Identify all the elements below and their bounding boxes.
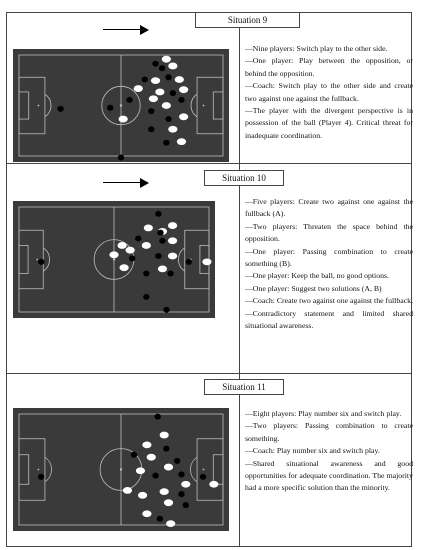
black-player-marker bbox=[157, 230, 163, 236]
situation-title: Situation 11 bbox=[204, 379, 284, 395]
black-player-marker bbox=[38, 474, 44, 480]
white-player-marker bbox=[202, 258, 211, 265]
white-player-marker bbox=[123, 487, 132, 494]
white-player-marker bbox=[142, 442, 151, 449]
white-player-marker bbox=[120, 264, 129, 271]
note: —Shared situational awareness and good opportunities for adequate coordination. The majority had a more specific solution than the minority. bbox=[245, 458, 413, 493]
situation-title: Situation 9 bbox=[195, 12, 300, 28]
white-player-marker bbox=[164, 499, 173, 506]
black-player-marker bbox=[167, 271, 173, 277]
white-player-marker bbox=[134, 85, 143, 92]
penalty-spot bbox=[203, 105, 205, 107]
white-player-marker bbox=[168, 237, 177, 244]
black-player-marker bbox=[170, 90, 176, 96]
white-player-marker bbox=[168, 222, 177, 229]
note: —One player: Suggest two solutions (A, B) bbox=[245, 283, 382, 293]
white-player-marker bbox=[138, 492, 147, 499]
column-divider bbox=[239, 13, 240, 164]
black-player-marker bbox=[186, 259, 192, 265]
black-player-marker bbox=[155, 211, 161, 217]
black-player-marker bbox=[142, 77, 148, 83]
black-player-marker bbox=[178, 97, 184, 103]
black-player-marker bbox=[200, 474, 206, 480]
centre-spot bbox=[113, 258, 115, 260]
white-player-marker bbox=[136, 467, 145, 474]
black-player-marker bbox=[157, 516, 163, 522]
notes bbox=[245, 408, 413, 495]
black-player-marker bbox=[57, 106, 63, 112]
note: —Nine players: Switch play to the other side. bbox=[245, 44, 388, 53]
penalty-spot bbox=[38, 105, 40, 107]
black-player-marker bbox=[163, 446, 169, 452]
note: —One player: Keep the ball, no good options. bbox=[245, 271, 389, 281]
black-player-marker bbox=[118, 154, 124, 160]
black-player-marker bbox=[143, 294, 149, 300]
column-divider bbox=[239, 374, 240, 546]
note: —Five players: Create two against one against the fullback (A). bbox=[245, 197, 413, 219]
black-player-marker bbox=[159, 65, 165, 71]
black-player-marker bbox=[148, 108, 154, 114]
black-player-marker bbox=[135, 235, 141, 241]
note: —One player: Passing combination to create something (B). bbox=[245, 246, 413, 269]
black-player-marker bbox=[163, 140, 169, 146]
white-player-marker bbox=[162, 56, 171, 63]
black-player-marker bbox=[131, 452, 137, 458]
black-player-marker bbox=[107, 105, 113, 111]
white-player-marker bbox=[168, 253, 177, 260]
black-player-marker bbox=[148, 126, 154, 132]
centre-spot bbox=[120, 104, 122, 106]
note: —One player: Play between the opposition, or behind the opposition. bbox=[245, 56, 413, 78]
black-player-marker bbox=[126, 97, 132, 103]
notes bbox=[245, 196, 413, 332]
black-player-marker bbox=[152, 61, 158, 67]
white-player-marker bbox=[179, 113, 188, 120]
black-player-marker bbox=[143, 271, 149, 277]
black-player-marker bbox=[183, 502, 189, 508]
note: —The player with the divergent perspective is in possession of the ball (Player 4). Critical threat for inadequate coordination. bbox=[245, 106, 413, 140]
black-player-marker bbox=[152, 473, 158, 479]
white-player-marker bbox=[162, 102, 171, 109]
white-player-marker bbox=[119, 116, 128, 123]
penalty-spot bbox=[38, 469, 40, 471]
black-player-marker bbox=[159, 238, 165, 244]
white-player-marker bbox=[179, 86, 188, 93]
note: —Coach: Create two against one against the fullback. bbox=[245, 296, 414, 306]
pitch-diagram bbox=[13, 201, 215, 318]
black-player-marker bbox=[174, 458, 180, 464]
situation-panel-11 bbox=[6, 373, 412, 547]
white-player-marker bbox=[168, 126, 177, 133]
white-player-marker bbox=[117, 242, 126, 249]
white-player-marker bbox=[147, 454, 156, 461]
black-player-marker bbox=[178, 491, 184, 497]
white-player-marker bbox=[151, 77, 160, 84]
black-player-marker bbox=[38, 259, 44, 265]
white-player-marker bbox=[166, 520, 175, 527]
black-player-marker bbox=[165, 116, 171, 122]
arrow-right-icon bbox=[103, 25, 149, 35]
black-player-marker bbox=[178, 471, 184, 477]
note: —Two players: Threaten the space behind the opposition. bbox=[245, 221, 413, 244]
penalty-spot bbox=[203, 469, 205, 471]
pitch-diagram bbox=[13, 408, 229, 531]
white-player-marker bbox=[181, 481, 190, 488]
column-divider bbox=[239, 164, 240, 374]
black-player-marker bbox=[155, 414, 161, 420]
situation-panel-9 bbox=[6, 12, 412, 165]
white-player-marker bbox=[209, 481, 218, 488]
white-player-marker bbox=[144, 225, 153, 232]
pitch-diagram bbox=[13, 49, 229, 162]
black-player-marker bbox=[163, 307, 169, 313]
white-player-marker bbox=[142, 242, 151, 249]
black-player-marker bbox=[129, 255, 135, 261]
notes bbox=[245, 43, 413, 142]
black-player-marker bbox=[165, 74, 171, 80]
white-player-marker bbox=[142, 510, 151, 517]
white-player-marker bbox=[155, 89, 164, 96]
white-player-marker bbox=[158, 265, 167, 272]
white-player-marker bbox=[177, 138, 186, 145]
white-player-marker bbox=[149, 95, 158, 102]
situation-panel-10 bbox=[6, 163, 412, 375]
note: —Two players: Passing combination to create something. bbox=[245, 421, 413, 443]
penalty-spot bbox=[36, 259, 38, 261]
black-player-marker bbox=[155, 253, 161, 259]
centre-spot bbox=[120, 468, 122, 470]
arrow-right-icon bbox=[103, 178, 149, 188]
note: —Coach: Switch play to the other side and create two against one against the fullback. bbox=[245, 81, 413, 103]
note: —Coach: Play number six and switch play. bbox=[245, 446, 380, 456]
white-player-marker bbox=[160, 488, 169, 495]
white-player-marker bbox=[126, 247, 135, 254]
white-player-marker bbox=[160, 432, 169, 439]
note: —Contradictory statement and limited shared situational awareness. bbox=[245, 308, 413, 331]
white-player-marker bbox=[164, 464, 173, 471]
white-player-marker bbox=[109, 251, 118, 258]
white-player-marker bbox=[175, 76, 184, 83]
white-player-marker bbox=[168, 63, 177, 70]
note: —Eight players: Play number six and switch play. bbox=[245, 409, 402, 418]
situation-title: Situation 10 bbox=[204, 170, 284, 186]
